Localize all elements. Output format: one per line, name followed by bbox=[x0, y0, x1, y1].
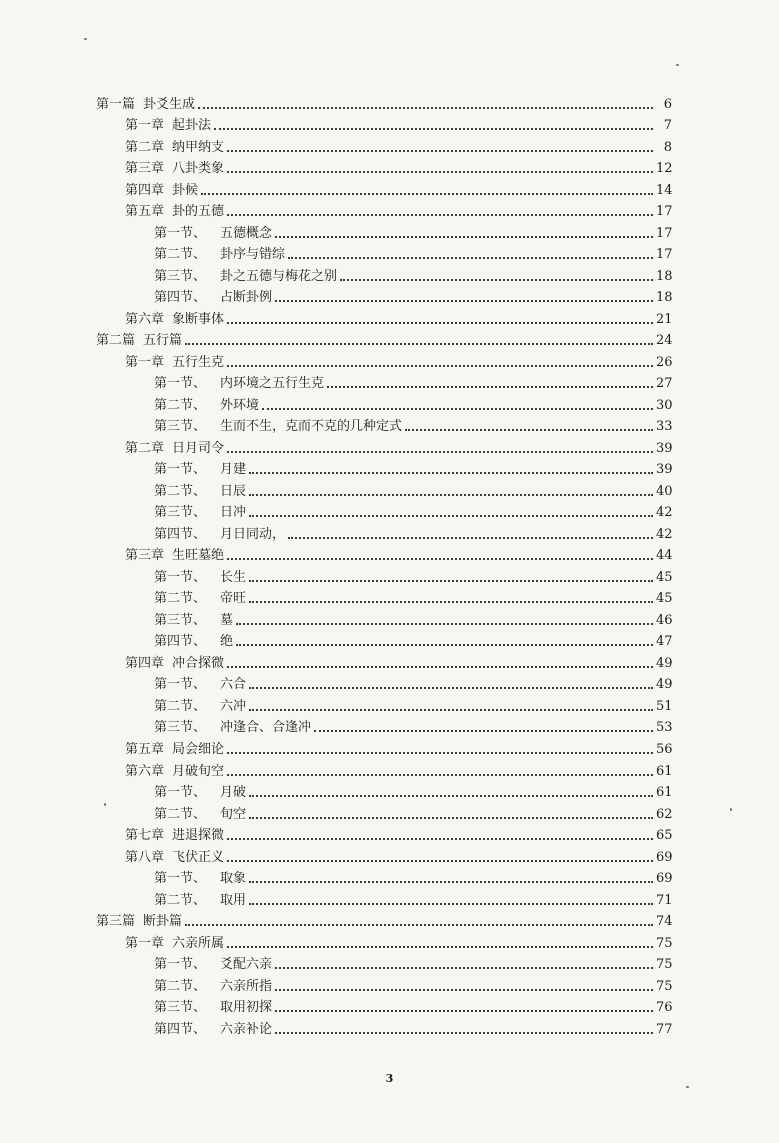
toc-entry bbox=[96, 241, 672, 263]
toc-entry-label bbox=[154, 613, 233, 628]
toc-entry-label bbox=[125, 441, 224, 456]
dot-leader bbox=[227, 451, 653, 453]
toc-entry-title: 冲合探微 bbox=[172, 655, 225, 671]
dot-leader bbox=[327, 386, 653, 388]
toc-entry bbox=[96, 391, 672, 413]
toc-entry-number: 第五章 bbox=[125, 741, 165, 757]
toc-entry-page: 39 bbox=[656, 462, 673, 478]
scan-speck bbox=[84, 38, 87, 40]
toc-entry-page: 42 bbox=[656, 526, 673, 542]
toc-entry-title: 象断事体 bbox=[172, 311, 225, 327]
page-number: 3 bbox=[385, 1072, 394, 1085]
toc-entry-label bbox=[154, 527, 285, 542]
dot-leader bbox=[201, 193, 653, 195]
toc-entry-label bbox=[96, 914, 182, 929]
dot-leader bbox=[227, 558, 653, 560]
dot-leader bbox=[249, 472, 653, 474]
toc-entry-title: 卦序与错综 bbox=[220, 247, 286, 263]
toc-entry bbox=[96, 434, 672, 456]
toc-entry bbox=[96, 951, 672, 973]
toc-entry-number: 第三节、 bbox=[154, 268, 207, 284]
toc-entry-label bbox=[154, 720, 311, 735]
toc-entry-label bbox=[154, 893, 246, 908]
toc-entry-label bbox=[154, 484, 246, 499]
toc-entry-number: 第三节、 bbox=[154, 505, 207, 521]
toc-entry bbox=[96, 456, 672, 478]
dot-leader bbox=[227, 150, 653, 152]
toc-entry-label bbox=[154, 957, 272, 972]
toc-entry-page: 71 bbox=[656, 892, 673, 908]
toc-entry-page: 17 bbox=[656, 247, 673, 263]
toc-entry-page: 24 bbox=[656, 333, 673, 349]
dot-leader bbox=[249, 601, 653, 603]
toc-entry-title: 五行生克 bbox=[172, 354, 225, 370]
toc-entry-page: 44 bbox=[656, 548, 673, 564]
scan-speck bbox=[676, 64, 679, 66]
toc-entry bbox=[96, 542, 672, 564]
toc-entry bbox=[96, 520, 672, 542]
toc-entry bbox=[96, 327, 672, 349]
toc-entry-label bbox=[154, 419, 402, 434]
dot-leader bbox=[275, 1032, 653, 1034]
toc-entry-title: 飞伏正义 bbox=[172, 849, 225, 865]
toc-entry-page: 18 bbox=[656, 268, 673, 284]
toc-entry bbox=[96, 198, 672, 220]
toc-entry-number: 第一章 bbox=[125, 935, 165, 951]
toc-entry-page: 49 bbox=[656, 677, 673, 693]
toc-entry-page: 45 bbox=[656, 569, 673, 585]
toc-entry bbox=[96, 262, 672, 284]
toc-entry-label bbox=[125, 936, 224, 951]
toc-entry-title: 五行篇 bbox=[143, 333, 183, 349]
toc-entry-number: 第四章 bbox=[125, 655, 165, 671]
toc-entry-title: 卦候 bbox=[172, 182, 199, 198]
toc-entry-title: 绝 bbox=[220, 634, 234, 650]
toc-entry-label bbox=[154, 1022, 272, 1037]
dot-leader bbox=[288, 537, 653, 539]
toc-entry-number: 第二节、 bbox=[154, 483, 207, 499]
toc-entry bbox=[96, 972, 672, 994]
toc-entry-label bbox=[154, 785, 246, 800]
toc-entry-label bbox=[154, 634, 233, 649]
toc-entry-page: 69 bbox=[656, 849, 673, 865]
toc-entry-number: 第一节、 bbox=[154, 569, 207, 585]
toc-entry bbox=[96, 348, 672, 370]
toc-entry-label bbox=[125, 183, 198, 198]
toc-entry-page: 17 bbox=[656, 225, 673, 241]
toc-entry-label bbox=[125, 204, 224, 219]
toc-entry-title: 进退探微 bbox=[172, 828, 225, 844]
toc-entry-title: 局会细论 bbox=[172, 741, 225, 757]
dot-leader bbox=[249, 881, 653, 883]
dot-leader bbox=[227, 838, 653, 840]
dot-leader bbox=[236, 644, 653, 646]
toc-entry-label bbox=[154, 1000, 272, 1015]
toc-entry-label bbox=[154, 247, 285, 262]
dot-leader bbox=[227, 365, 653, 367]
toc-entry-label bbox=[154, 269, 337, 284]
toc-entry-label bbox=[125, 850, 224, 865]
toc-entry bbox=[96, 477, 672, 499]
toc-entry-number: 第四章 bbox=[125, 182, 165, 198]
toc-entry-page: 12 bbox=[656, 161, 673, 177]
toc-entry-title: 日冲 bbox=[220, 505, 247, 521]
toc-entry-title: 内环境之五行生克 bbox=[220, 376, 325, 392]
toc-entry-number: 第二节、 bbox=[154, 247, 207, 263]
toc-entry-label bbox=[96, 97, 195, 112]
toc-entry-number: 第五章 bbox=[125, 204, 165, 220]
toc-entry-title: 月破旬空 bbox=[172, 763, 225, 779]
dot-leader bbox=[340, 279, 653, 281]
toc-entry-page: 62 bbox=[656, 806, 673, 822]
toc-entry-title: 起卦法 bbox=[172, 118, 212, 134]
toc-entry-title: 六冲 bbox=[220, 698, 247, 714]
toc-entry-page: 49 bbox=[656, 655, 673, 671]
toc-entry-number: 第三章 bbox=[125, 548, 165, 564]
toc-entry bbox=[96, 865, 672, 887]
toc-entry bbox=[96, 370, 672, 392]
toc-entry-title: 五德概念 bbox=[220, 225, 273, 241]
dot-leader bbox=[185, 343, 653, 345]
toc-entry-number: 第二章 bbox=[125, 440, 165, 456]
toc-entry-page: 26 bbox=[656, 354, 673, 370]
dot-leader bbox=[275, 1010, 653, 1012]
toc-entry-label bbox=[125, 355, 224, 370]
toc-entry bbox=[96, 929, 672, 951]
toc-entry-label bbox=[154, 570, 246, 585]
toc-entry bbox=[96, 305, 672, 327]
toc-entry-number: 第一节、 bbox=[154, 462, 207, 478]
toc-entry-number: 第一章 bbox=[125, 118, 165, 134]
toc-entry-label bbox=[154, 591, 246, 606]
dot-leader bbox=[214, 128, 653, 130]
toc-entry-page: 6 bbox=[663, 96, 672, 112]
dot-leader bbox=[198, 107, 653, 109]
toc-entry-number: 第三节、 bbox=[154, 720, 207, 736]
toc-entry-page: 61 bbox=[656, 785, 673, 801]
dot-leader bbox=[227, 214, 653, 216]
toc-entry-page: 46 bbox=[656, 612, 673, 628]
dot-leader bbox=[275, 989, 653, 991]
dot-leader bbox=[249, 709, 653, 711]
toc-entry bbox=[96, 714, 672, 736]
toc-entry-title: 月建 bbox=[220, 462, 247, 478]
toc-entry-number: 第二节、 bbox=[154, 397, 207, 413]
dot-leader bbox=[227, 322, 653, 324]
toc-entry-title: 六亲补论 bbox=[220, 1021, 273, 1037]
toc-entry-page: 33 bbox=[656, 419, 673, 435]
toc-entry-label bbox=[125, 656, 224, 671]
toc-entry-number: 第二篇 bbox=[96, 333, 136, 349]
toc-entry-title: 帝旺 bbox=[220, 591, 247, 607]
toc-entry-label bbox=[154, 677, 246, 692]
toc-entry-label bbox=[154, 398, 259, 413]
toc-entry-number: 第一节、 bbox=[154, 871, 207, 887]
toc-entry bbox=[96, 800, 672, 822]
toc-entry-page: 61 bbox=[656, 763, 673, 779]
toc-entry-page: 65 bbox=[656, 828, 673, 844]
dot-leader bbox=[249, 494, 653, 496]
toc-entry bbox=[96, 779, 672, 801]
toc-entry bbox=[96, 413, 672, 435]
dot-leader bbox=[227, 171, 653, 173]
toc-entry bbox=[96, 585, 672, 607]
toc-entry-label bbox=[125, 828, 224, 843]
toc-entry bbox=[96, 886, 672, 908]
toc-entry-page: 56 bbox=[656, 741, 673, 757]
toc-entry-number: 第一章 bbox=[125, 354, 165, 370]
toc-entry bbox=[96, 155, 672, 177]
toc-entry-title: 纳甲纳支 bbox=[172, 139, 225, 155]
toc-entry-label bbox=[154, 807, 246, 822]
toc-entry-number: 第三节、 bbox=[154, 419, 207, 435]
toc-entry-number: 第三篇 bbox=[96, 914, 136, 930]
toc-entry-number: 第一节、 bbox=[154, 677, 207, 693]
toc-entry-page: 76 bbox=[656, 1000, 673, 1016]
toc-entry-number: 第四节、 bbox=[154, 634, 207, 650]
dot-leader bbox=[405, 429, 653, 431]
toc-entry-page: 75 bbox=[656, 935, 673, 951]
toc-entry-title: 旬空 bbox=[220, 806, 247, 822]
toc-entry-label bbox=[96, 333, 182, 348]
toc-entry-label bbox=[154, 979, 272, 994]
toc-entry-number: 第四节、 bbox=[154, 526, 207, 542]
toc-entry-title: 取象 bbox=[220, 871, 247, 887]
toc-entry-number: 第六章 bbox=[125, 311, 165, 327]
toc-entry bbox=[96, 1015, 672, 1037]
toc-entry-label bbox=[154, 505, 246, 520]
toc-entry-number: 第二节、 bbox=[154, 806, 207, 822]
toc-entry bbox=[96, 219, 672, 241]
toc-entry-page: 75 bbox=[656, 978, 673, 994]
dot-leader bbox=[249, 795, 653, 797]
toc-entry bbox=[96, 735, 672, 757]
toc-entry-number: 第二节、 bbox=[154, 591, 207, 607]
toc-entry-label bbox=[125, 312, 224, 327]
toc-entry bbox=[96, 563, 672, 585]
toc-entry-page: 7 bbox=[663, 118, 672, 134]
toc-entry-label bbox=[154, 699, 246, 714]
dot-leader bbox=[227, 774, 653, 776]
toc-entry bbox=[96, 692, 672, 714]
toc-entry-title: 六亲所属 bbox=[172, 935, 225, 951]
toc-entry-number: 第一节、 bbox=[154, 225, 207, 241]
toc-entry-title: 取用 bbox=[220, 892, 247, 908]
dot-leader bbox=[249, 580, 653, 582]
toc-entry bbox=[96, 628, 672, 650]
toc-entry-label bbox=[125, 118, 211, 133]
toc-entry-label bbox=[154, 226, 272, 241]
toc-entry bbox=[96, 757, 672, 779]
toc-entry-label bbox=[154, 462, 246, 477]
toc-entry-page: 14 bbox=[656, 182, 673, 198]
dot-leader bbox=[275, 236, 653, 238]
toc-entry-label bbox=[125, 764, 224, 779]
dot-leader bbox=[288, 257, 653, 259]
toc-entry bbox=[96, 176, 672, 198]
toc-entry bbox=[96, 649, 672, 671]
toc-entry-page: 47 bbox=[656, 634, 673, 650]
toc-entry-page: 69 bbox=[656, 871, 673, 887]
dot-leader bbox=[275, 300, 653, 302]
toc-entry-page: 39 bbox=[656, 440, 673, 456]
toc-entry-label bbox=[154, 871, 246, 886]
toc-entry bbox=[96, 284, 672, 306]
scan-speck bbox=[686, 1086, 689, 1088]
toc-entry-title: 日月司令 bbox=[172, 440, 225, 456]
toc-entry-page: 74 bbox=[656, 914, 673, 930]
dot-leader bbox=[249, 903, 653, 905]
toc-entry-page: 45 bbox=[656, 591, 673, 607]
toc-entry-label bbox=[125, 161, 224, 176]
toc-entry-number: 第三节、 bbox=[154, 1000, 207, 1016]
toc-entry-number: 第一节、 bbox=[154, 785, 207, 801]
toc-entry bbox=[96, 843, 672, 865]
toc-entry-number: 第二节、 bbox=[154, 978, 207, 994]
toc-entry-label bbox=[125, 140, 224, 155]
toc-entry-number: 第二节、 bbox=[154, 892, 207, 908]
dot-leader bbox=[227, 946, 653, 948]
toc-entry-title: 占断卦例 bbox=[220, 290, 273, 306]
dot-leader bbox=[314, 730, 653, 732]
dot-leader bbox=[249, 687, 653, 689]
toc-entry-title: 冲逢合、合逢冲 bbox=[220, 720, 312, 736]
toc-entry-number: 第七章 bbox=[125, 828, 165, 844]
toc-entry-title: 月日同动， bbox=[220, 526, 286, 542]
toc-entry bbox=[96, 908, 672, 930]
toc-entry-page: 21 bbox=[656, 311, 673, 327]
toc-entry-page: 51 bbox=[656, 698, 673, 714]
toc-entry bbox=[96, 606, 672, 628]
dot-leader bbox=[227, 860, 653, 862]
toc-entry-page: 53 bbox=[656, 720, 673, 736]
toc-entry-number: 第二节、 bbox=[154, 698, 207, 714]
toc-entry-number: 第一节、 bbox=[154, 376, 207, 392]
scan-speck bbox=[104, 803, 106, 806]
toc-entry-title: 卦之五德与梅花之别 bbox=[220, 268, 338, 284]
toc-entry bbox=[96, 822, 672, 844]
toc-entry-title: 日辰 bbox=[220, 483, 247, 499]
toc-entry-number: 第三节、 bbox=[154, 612, 207, 628]
toc-entry-label bbox=[125, 742, 224, 757]
toc-entry-number: 第四节、 bbox=[154, 1021, 207, 1037]
toc-entry-page: 18 bbox=[656, 290, 673, 306]
toc-entry-title: 长生 bbox=[220, 569, 247, 585]
toc-entry-number: 第四节、 bbox=[154, 290, 207, 306]
dot-leader bbox=[275, 967, 653, 969]
toc-entry-title: 月破 bbox=[220, 785, 247, 801]
toc-entry-title: 墓 bbox=[220, 612, 234, 628]
dot-leader bbox=[249, 817, 653, 819]
toc-entry-title: 生旺墓绝 bbox=[172, 548, 225, 564]
toc-entry-label bbox=[154, 290, 272, 305]
toc-entry-title: 外环境 bbox=[220, 397, 260, 413]
toc-entry-title: 取用初探 bbox=[220, 1000, 273, 1016]
toc-entry-page: 77 bbox=[656, 1021, 673, 1037]
dot-leader bbox=[227, 752, 653, 754]
toc-entry-page: 75 bbox=[656, 957, 673, 973]
dot-leader bbox=[262, 408, 653, 410]
toc-entry-page: 40 bbox=[656, 483, 673, 499]
scan-speck bbox=[730, 808, 732, 811]
toc-entry bbox=[96, 90, 672, 112]
toc-entry-title: 断卦篇 bbox=[143, 914, 183, 930]
dot-leader bbox=[236, 623, 653, 625]
toc-entry-label bbox=[125, 548, 224, 563]
toc-entry-title: 六亲所指 bbox=[220, 978, 273, 994]
toc-entry-number: 第六章 bbox=[125, 763, 165, 779]
toc-entry-number: 第二章 bbox=[125, 139, 165, 155]
toc-entry bbox=[96, 112, 672, 134]
toc-entry-title: 卦爻生成 bbox=[143, 96, 196, 112]
toc-entry bbox=[96, 994, 672, 1016]
dot-leader bbox=[249, 515, 653, 517]
toc-entry-page: 8 bbox=[663, 139, 672, 155]
toc-entry bbox=[96, 499, 672, 521]
dot-leader bbox=[227, 666, 653, 668]
toc-entry-number: 第八章 bbox=[125, 849, 165, 865]
dot-leader bbox=[185, 924, 653, 926]
toc-entry-page: 42 bbox=[656, 505, 673, 521]
toc-entry-page: 30 bbox=[656, 397, 673, 413]
toc-entry bbox=[96, 133, 672, 155]
toc-entry bbox=[96, 671, 672, 693]
toc-entry-title: 爻配六亲 bbox=[220, 957, 273, 973]
toc-entry-page: 17 bbox=[656, 204, 673, 220]
toc-entry-title: 卦的五德 bbox=[172, 204, 225, 220]
toc-entry-title: 六合 bbox=[220, 677, 247, 693]
toc-entry-number: 第三章 bbox=[125, 161, 165, 177]
table-of-contents bbox=[96, 90, 672, 1037]
toc-entry-label bbox=[154, 376, 324, 391]
toc-entry-number: 第一篇 bbox=[96, 96, 136, 112]
toc-entry-number: 第一节、 bbox=[154, 957, 207, 973]
toc-entry-title: 八卦类象 bbox=[172, 161, 225, 177]
toc-entry-page: 27 bbox=[656, 376, 673, 392]
toc-entry-title: 生而不生，克而不克的几种定式 bbox=[220, 419, 403, 435]
